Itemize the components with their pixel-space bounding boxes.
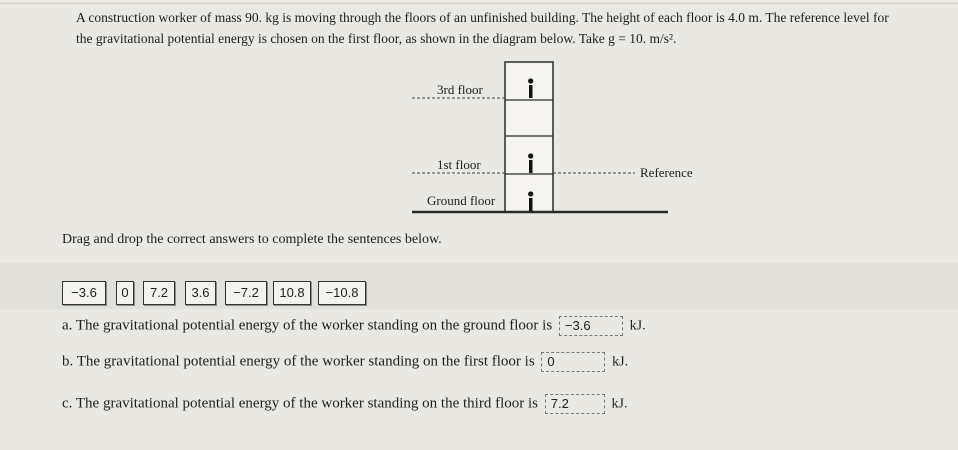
drop-zone-a[interactable]: −3.6 [559,316,623,336]
first-floor-label: 1st floor [437,157,481,172]
sentence-b [62,352,628,372]
reference-label: Reference [640,165,693,180]
sentence-b-unit: kJ. [612,354,629,370]
answer-chip[interactable]: −7.2 [225,281,267,305]
drop-zone-b[interactable]: 0 [541,352,605,372]
building-outline [505,62,553,212]
drop-zone-c[interactable]: 7.2 [545,394,605,414]
instruction-text: Drag and drop the correct answers to complete the sentences below. [62,232,442,247]
ground-floor-label: Ground floor [427,193,496,208]
sentence-b-text: b. The gravitational potential energy of the worker standing on the first floor is [62,353,535,370]
question-line-2: the gravitational potential energy is chosen on the first floor, as shown in the diagram below. Take g = 10. m/s². [76,31,677,46]
sentence-c [62,394,627,414]
question-line-1: A construction worker of mass 90. kg is moving through the floors of an unfinished building. The height of each floor is 4.0 m. The reference level for [76,10,889,25]
answer-chip[interactable]: −3.6 [62,281,106,305]
answer-chip[interactable]: −10.8 [318,281,366,305]
sentence-a [62,316,646,336]
sentence-a-text: a. The gravitational potential energy of the worker standing on the ground floor is [62,317,553,334]
sentence-a-unit: kJ. [629,318,646,334]
sentence-c-text: c. The gravitational potential energy of the worker standing on the third floor is [62,395,538,412]
answer-chip[interactable]: 7.2 [143,281,175,305]
third-floor-label: 3rd floor [437,82,483,97]
answer-chip[interactable]: 3.6 [185,281,216,305]
sentence-c-unit: kJ. [611,396,628,412]
answer-chip[interactable]: 0 [116,281,134,305]
answer-chip[interactable]: 10.8 [273,281,311,305]
